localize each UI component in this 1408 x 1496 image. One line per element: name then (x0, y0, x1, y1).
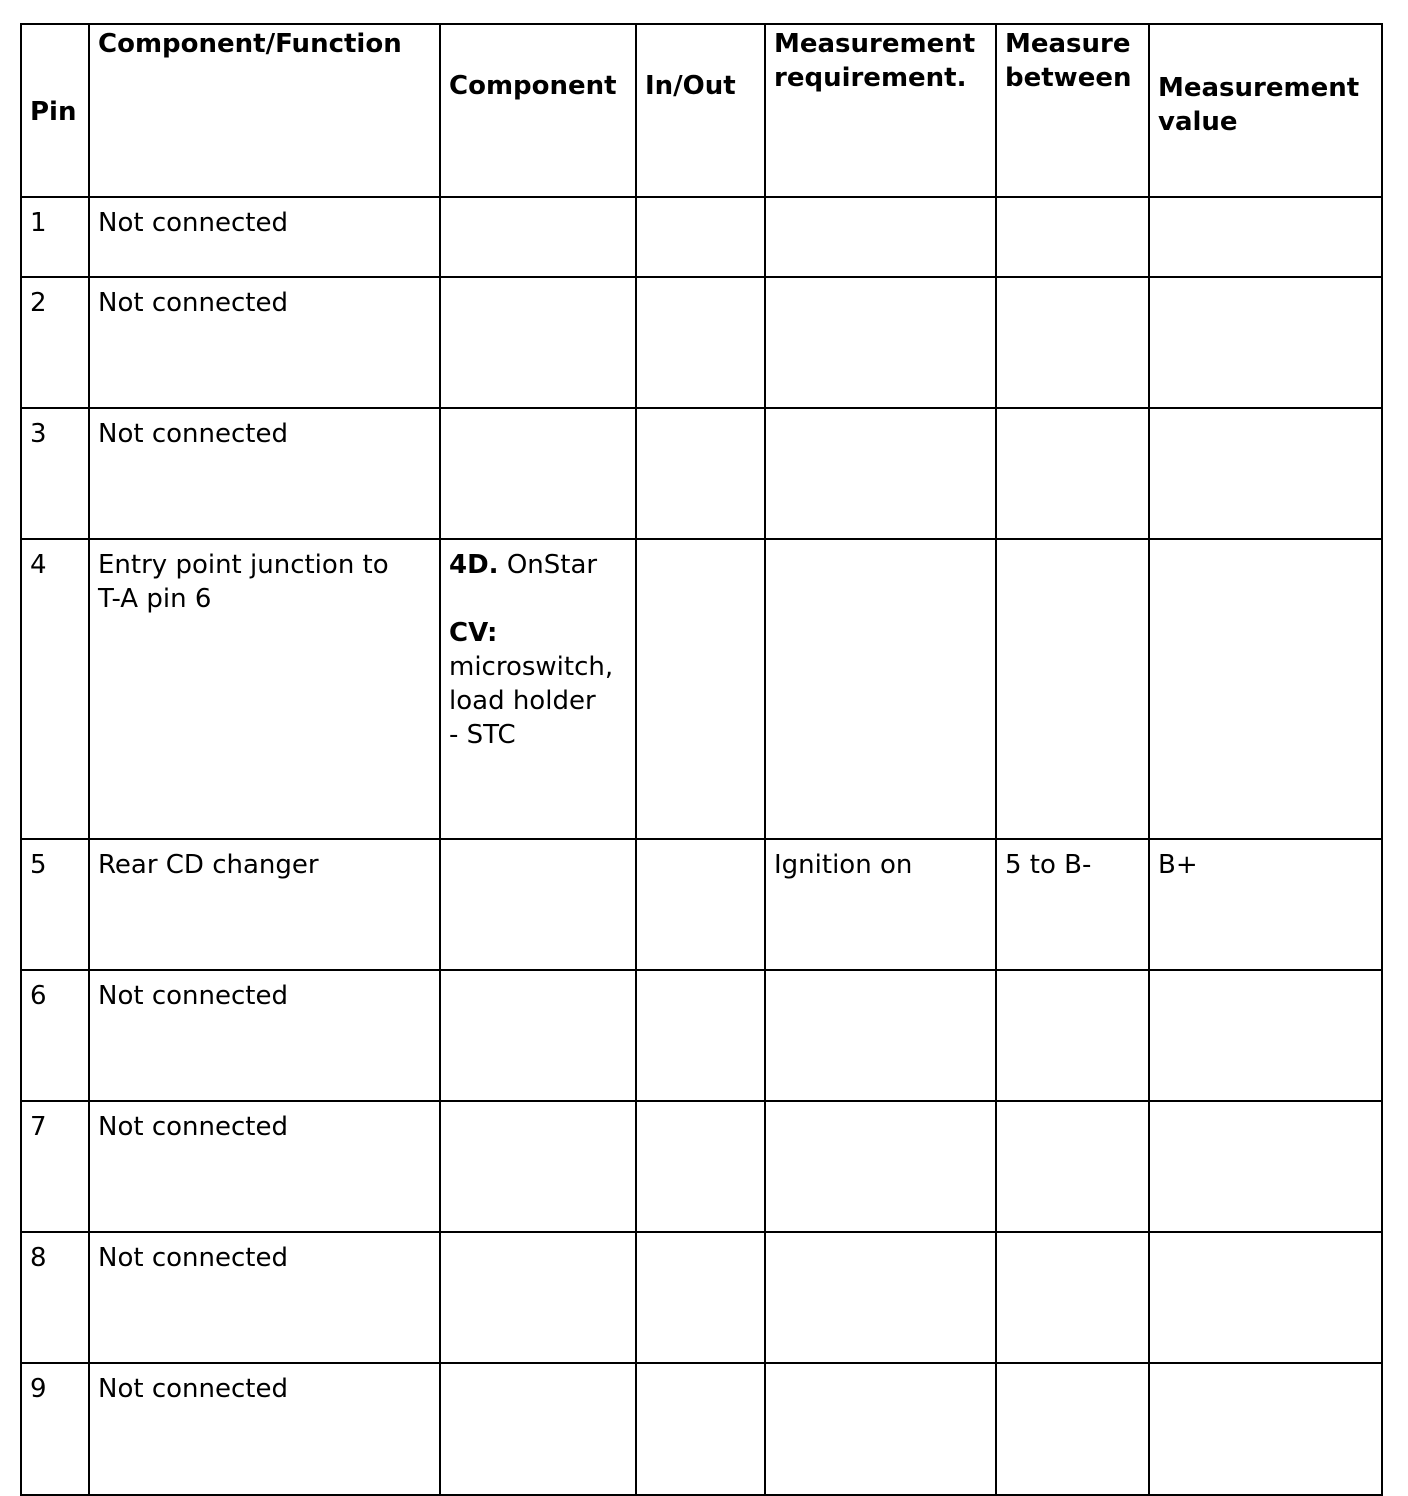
component-cell (440, 1232, 636, 1363)
table-row (21, 539, 1382, 839)
function-cell: Not connected (89, 1232, 440, 1363)
function-cell: Not connected (89, 970, 440, 1101)
value-cell (1149, 539, 1382, 839)
pin-cell: 2 (21, 277, 89, 408)
table-row (21, 970, 1382, 1101)
value-cell (1149, 277, 1382, 408)
requirement-cell (765, 1101, 996, 1232)
in-out-cell (636, 277, 765, 408)
value-cell: B+ (1149, 839, 1382, 970)
component-cell (440, 277, 636, 408)
requirement-cell (765, 277, 996, 408)
function-cell: Not connected (89, 277, 440, 408)
table-row (21, 197, 1382, 277)
in-out-cell (636, 1363, 765, 1495)
pin-cell: 8 (21, 1232, 89, 1363)
value-cell (1149, 1363, 1382, 1495)
table-row (21, 1232, 1382, 1363)
in-out-cell (636, 1232, 765, 1363)
between-cell (996, 1232, 1149, 1363)
component-cell (440, 197, 636, 277)
in-out-cell (636, 408, 765, 539)
value-cell (1149, 970, 1382, 1101)
requirement-cell (765, 408, 996, 539)
table-row (21, 1101, 1382, 1232)
function-cell: Not connected (89, 1101, 440, 1232)
function-line1: Entry point junction to (98, 550, 389, 580)
pin-cell: 3 (21, 408, 89, 539)
component-code-4d: 4D. (449, 550, 499, 580)
component-cv-line2: load holder (449, 686, 596, 716)
component-cell (440, 970, 636, 1101)
component-code-cv: CV: (449, 618, 498, 648)
requirement-cell: Ignition on (765, 839, 996, 970)
header-measure-between-line1: Measure (1005, 29, 1131, 59)
between-cell (996, 1101, 1149, 1232)
pin-table (20, 23, 1383, 1496)
between-cell (996, 408, 1149, 539)
pin-cell: 4 (21, 539, 89, 839)
in-out-cell (636, 970, 765, 1101)
between-cell (996, 277, 1149, 408)
in-out-cell (636, 197, 765, 277)
component-cv-line3: - STC (449, 720, 516, 750)
header-measure-between (996, 24, 1149, 197)
function-cell: Not connected (89, 197, 440, 277)
header-measurement-requirement (765, 24, 996, 197)
component-cell (440, 408, 636, 539)
requirement-cell (765, 539, 996, 839)
pin-cell: 6 (21, 970, 89, 1101)
table-row (21, 277, 1382, 408)
requirement-cell (765, 1232, 996, 1363)
requirement-cell (765, 1363, 996, 1495)
header-component-function: Component/Function (89, 24, 440, 197)
header-component: Component (440, 24, 636, 197)
header-measurement-value-line1: Measurement (1158, 73, 1360, 103)
value-cell (1149, 1101, 1382, 1232)
component-onstar (449, 548, 627, 582)
value-cell (1149, 1232, 1382, 1363)
between-cell (996, 970, 1149, 1101)
table-row (21, 408, 1382, 539)
pin-cell: 5 (21, 839, 89, 970)
function-cell: Not connected (89, 1363, 440, 1495)
in-out-cell (636, 1101, 765, 1232)
value-cell (1149, 197, 1382, 277)
requirement-cell (765, 197, 996, 277)
value-cell (1149, 408, 1382, 539)
header-in-out: In/Out (636, 24, 765, 197)
component-onstar-text: OnStar (498, 550, 598, 580)
pin-cell: 1 (21, 197, 89, 277)
header-measurement-requirement-line2: requirement. (774, 63, 967, 93)
header-measurement-value-line2: value (1158, 107, 1238, 137)
header-row (21, 24, 1382, 197)
component-cell (440, 539, 636, 839)
header-measurement-value (1149, 24, 1382, 197)
in-out-cell (636, 839, 765, 970)
between-cell (996, 197, 1149, 277)
spacer (449, 582, 627, 616)
between-cell: 5 to B- (996, 839, 1149, 970)
function-line2: T-A pin 6 (98, 584, 212, 614)
function-cell: Rear CD changer (89, 839, 440, 970)
header-measurement-requirement-line1: Measurement (774, 29, 976, 59)
requirement-cell (765, 970, 996, 1101)
between-cell (996, 1363, 1149, 1495)
component-cell (440, 1101, 636, 1232)
component-cell (440, 839, 636, 970)
pin-cell: 9 (21, 1363, 89, 1495)
table-row (21, 839, 1382, 970)
between-cell (996, 539, 1149, 839)
in-out-cell (636, 539, 765, 839)
table-row (21, 1363, 1382, 1495)
component-cell (440, 1363, 636, 1495)
function-cell (89, 539, 440, 839)
component-cv-line1: microswitch, (449, 652, 614, 682)
header-measure-between-line2: between (1005, 63, 1132, 93)
function-cell: Not connected (89, 408, 440, 539)
header-pin: Pin (21, 24, 89, 197)
pin-cell: 7 (21, 1101, 89, 1232)
